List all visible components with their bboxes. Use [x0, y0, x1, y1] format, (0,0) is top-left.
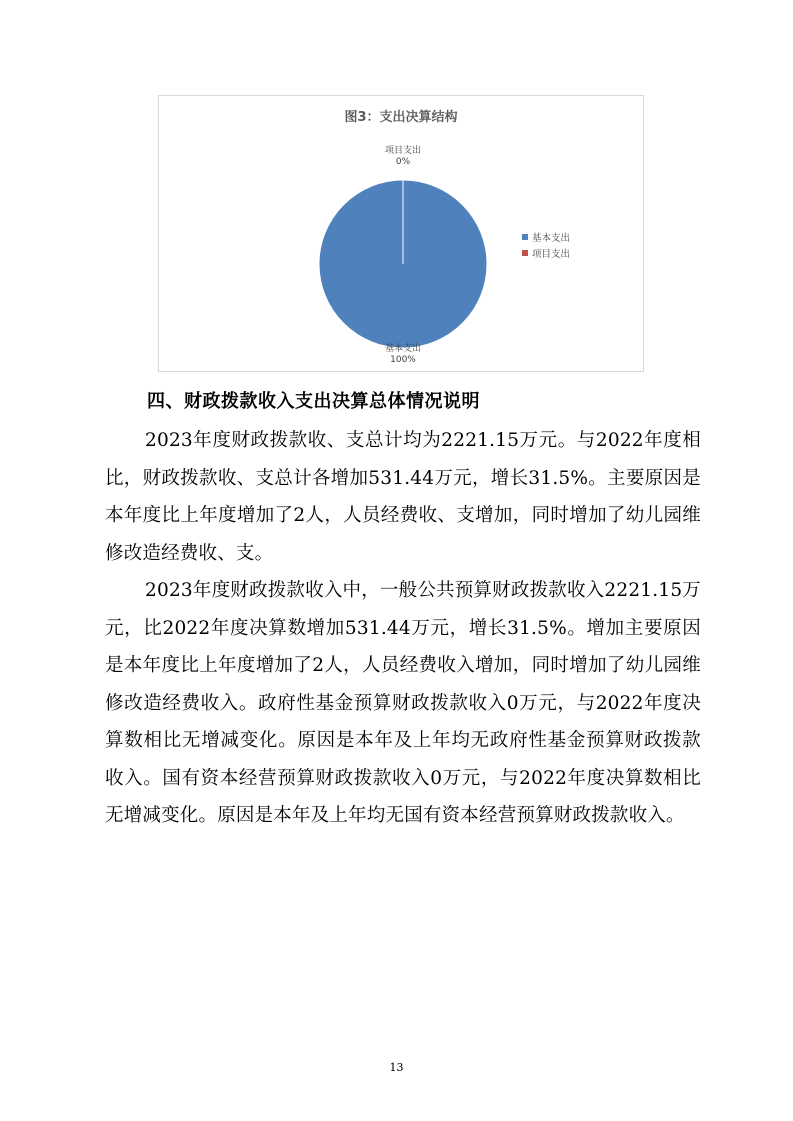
legend-swatch-project — [522, 250, 528, 256]
pie-label-project-name: 项目支出 — [384, 146, 421, 156]
paragraph-2-text: 2023年度财政拨款收入中，一般公共预算财政拨款收入2221.15万元，比2022年度决算数增加531.44万元，增长31.5%。增加主要原因是本年度比上年度增加了2人，人员经费收入增加，同时增加了幼儿园维修改造经费收入。政府性基金预算财政拨款收入0万元，与2022年度决算数相比无增减变化。原因是本年及上年均无政府性基金预算财政拨款收入。国有资本经营预算财政拨款收入0万元，与2022年度决算数相比无增减变化。原因是本年及上年均无国有资本经营预算财政拨款收入。 — [105, 580, 701, 826]
pie-label-project-value: 0% — [395, 157, 411, 167]
pie-label-basic — [363, 344, 443, 366]
section-heading: 四、财政拨款收入支出决算总体情况说明 — [147, 391, 480, 412]
pie-label-project — [363, 146, 443, 168]
chart-legend — [522, 229, 570, 261]
pie-chart — [158, 95, 644, 372]
paragraph-1 — [105, 422, 701, 572]
pie-label-basic-name: 基本支出 — [384, 344, 421, 354]
legend-item-basic — [522, 229, 570, 245]
page-number: 13 — [389, 1061, 404, 1074]
chart-title: 图3：支出决算结构 — [344, 110, 458, 125]
pie-svg — [159, 96, 645, 373]
legend-label-basic: 基本支出 — [532, 233, 571, 244]
paragraph-2 — [105, 572, 701, 835]
paragraph-1-text: 2023年度财政拨款收、支总计均为2221.15万元。与2022年度相比，财政拨款收、支总计各增加531.44万元，增长31.5%。主要原因是本年度比上年度增加了2人，人员经费收、支增加，同时增加了幼儿园维修改造经费收、支。 — [105, 430, 701, 564]
legend-item-project — [522, 245, 570, 261]
legend-swatch-basic — [522, 234, 528, 240]
legend-label-project: 项目支出 — [532, 249, 571, 260]
pie-label-basic-value: 100% — [390, 355, 416, 365]
